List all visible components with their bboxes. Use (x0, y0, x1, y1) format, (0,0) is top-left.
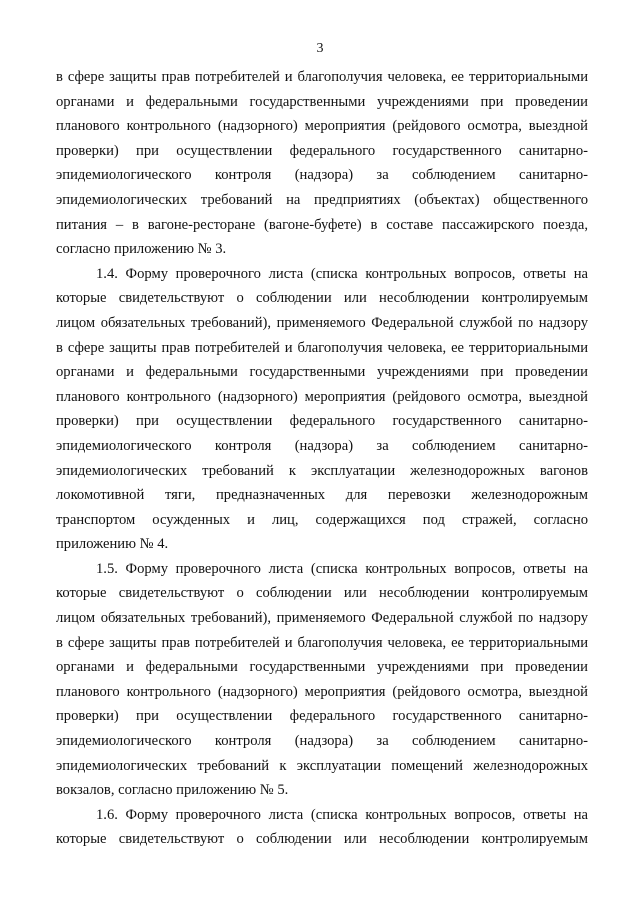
paragraph-item-1-5 (56, 557, 588, 803)
text-line: эпидемиологического контроля (надзора) за соблюдением санитарно- (56, 167, 588, 184)
text-line: 1.5. Форму проверочного листа (списка контрольных вопросов, ответы на (96, 560, 588, 577)
text-line: которые свидетельствуют о соблюдении или несоблюдении контролируемым (56, 290, 588, 307)
text-line: планового контрольного (надзорного) мероприятия (рейдового осмотра, выездной (56, 388, 588, 405)
text-line: органами и федеральными государственными учреждениями при проведении (56, 659, 588, 676)
text-line: эпидемиологических требований на предприятиях (объектах) общественного (56, 191, 588, 208)
text-line: питания – в вагоне-ресторане (вагоне-буфете) в составе пассажирского поезда, (56, 216, 588, 233)
document-body (56, 65, 588, 852)
text-line: проверки) при осуществлении федерального государственного санитарно- (56, 413, 588, 430)
paragraph-item-1-4 (56, 262, 588, 557)
text-line: транспортом осужденных и лиц, содержащихся под стражей, согласно (56, 511, 588, 528)
text-line: в сфере защиты прав потребителей и благополучия человека, ее территориальными (56, 339, 588, 356)
text-line: в сфере защиты прав потребителей и благополучия человека, ее территориальными (56, 69, 588, 85)
text-line: вокзалов, согласно приложению № 5. (56, 782, 289, 799)
text-line: проверки) при осуществлении федерального государственного санитарно- (56, 708, 588, 725)
text-line: которые свидетельствуют о соблюдении или несоблюдении контролируемым (56, 831, 588, 848)
text-line: лицом обязательных требований), применяемого Федеральной службой по надзору (56, 314, 588, 331)
text-line: согласно приложению № 3. (56, 241, 227, 258)
text-line: в сфере защиты прав потребителей и благополучия человека, ее территориальными (56, 634, 588, 651)
text-line: 1.4. Форму проверочного листа (списка контрольных вопросов, ответы на (96, 265, 588, 282)
text-line: эпидемиологического контроля (надзора) за соблюдением санитарно- (56, 733, 588, 750)
text-line: эпидемиологических требований к эксплуатации железнодорожных вагонов (56, 462, 588, 479)
text-line: 1.6. Форму проверочного листа (списка контрольных вопросов, ответы на (96, 806, 588, 823)
text-line: локомотивной тяги, предназначенных для перевозки железнодорожным (56, 487, 588, 504)
text-line: органами и федеральными государственными учреждениями при проведении (56, 93, 588, 110)
paragraph-item-1-6 (56, 803, 588, 852)
paragraph-continuation (56, 65, 588, 262)
text-line: проверки) при осуществлении федерального государственного санитарно- (56, 142, 588, 159)
page-number: 3 (316, 41, 324, 56)
text-line: приложению № 4. (56, 536, 169, 553)
text-line: органами и федеральными государственными учреждениями при проведении (56, 364, 588, 381)
text-line: планового контрольного (надзорного) мероприятия (рейдового осмотра, выездной (56, 118, 588, 135)
text-line: планового контрольного (надзорного) мероприятия (рейдового осмотра, выездной (56, 683, 588, 700)
text-line: лицом обязательных требований), применяемого Федеральной службой по надзору (56, 610, 588, 627)
text-line: эпидемиологического контроля (надзора) за соблюдением санитарно- (56, 437, 588, 454)
text-line: эпидемиологических требований к эксплуатации помещений железнодорожных (56, 757, 588, 774)
text-line: которые свидетельствуют о соблюдении или несоблюдении контролируемым (56, 585, 588, 602)
